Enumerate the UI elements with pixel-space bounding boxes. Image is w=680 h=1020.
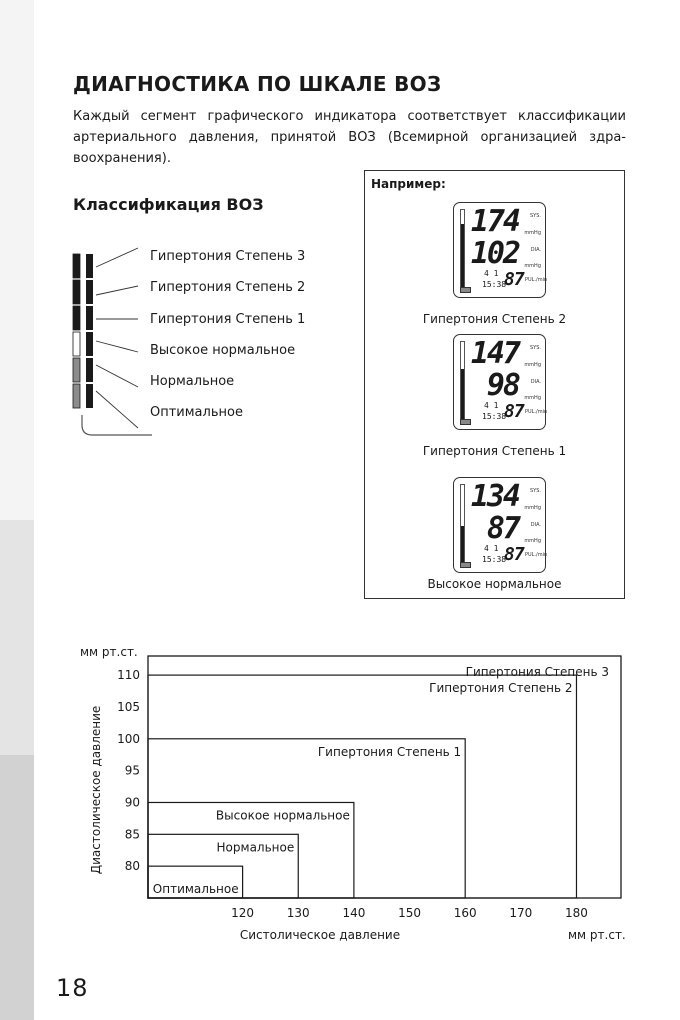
indicator-segment (86, 306, 93, 330)
pulse-unit: PUL./min (525, 409, 548, 415)
diastolic-value: 98 (486, 368, 519, 403)
y-tick-label: 100 (117, 731, 140, 746)
sys-unit: SYS. (530, 213, 541, 219)
indicator-segment (86, 384, 93, 408)
indicator-segment (73, 358, 80, 382)
class-label: Высокое нормальное (150, 343, 296, 358)
display-caption: Гипертония Степень 2 (422, 312, 567, 326)
bp-display (453, 202, 546, 298)
display-caption: Высокое нормальное (427, 577, 562, 591)
region-label: Гипертония Степень 2 (429, 681, 573, 696)
indicator-segment (86, 358, 93, 382)
class-label: Гипертония Степень 3 (150, 249, 306, 264)
example-title: Например: (371, 177, 446, 191)
indicator-segment (73, 306, 80, 330)
display-level-bar (460, 484, 465, 568)
display-level-bar (460, 209, 465, 293)
display-level-fill (461, 369, 464, 422)
page-title: ДИАГНОСТИКА ПО ШКАЛЕ ВОЗ (73, 72, 442, 96)
region-label: Высокое нормальное (215, 808, 350, 823)
systolic-value: 174 (470, 204, 519, 239)
x-tick-label: 120 (231, 906, 255, 920)
pulse-value: 87 (504, 269, 524, 290)
date-value: 4 1 (484, 544, 499, 553)
indicator-segment (86, 280, 93, 304)
indicator-segment (73, 384, 80, 408)
mmhg-unit: mmHg (524, 538, 541, 544)
region-label: Оптимальное (152, 882, 239, 896)
display-level-fill (461, 526, 464, 565)
y-tick-label: 95 (124, 763, 140, 778)
mmhg-unit: mmHg (524, 362, 541, 368)
date-value: 4 1 (484, 401, 499, 410)
who-classification-chart (0, 630, 680, 950)
pointer-line (96, 365, 138, 387)
indicator-segment (86, 332, 93, 356)
x-axis-label: Систолическое давление (239, 928, 401, 942)
x-unit-label: мм рт.ст. (568, 928, 626, 942)
region-box (148, 675, 576, 898)
pointer-line (96, 248, 138, 267)
example-box (364, 170, 625, 599)
pulse-unit: PUL./min (525, 552, 548, 558)
x-tick-label: 140 (342, 906, 366, 920)
display-level-bar (460, 341, 465, 425)
x-tick-label: 130 (286, 906, 310, 920)
indicator-segment (86, 254, 93, 278)
intro-paragraph: Каждый сегмент графического индикатора соответствует классификации артериального давления, принятой ВОЗ (Всемирной организацией здравоохранения). (73, 109, 626, 166)
display-caption: Гипертония Степень 1 (422, 444, 567, 458)
bp-display (453, 334, 546, 430)
time-value: 15:38 (482, 280, 507, 289)
y-axis-label: Диастолическое давление (89, 705, 103, 875)
date-value: 4 1 (484, 269, 499, 278)
sys-unit: SYS. (530, 488, 541, 494)
region-label: Нормальное (216, 840, 295, 855)
y-tick-label: 90 (124, 795, 140, 810)
dia-unit: DIA. (530, 379, 541, 385)
diastolic-value: 87 (486, 511, 519, 546)
region-label: Гипертония Степень 1 (317, 744, 462, 759)
time-value: 15:38 (482, 412, 507, 421)
classification-title: Классификация ВОЗ (73, 195, 264, 214)
dia-unit: DIA. (530, 247, 541, 253)
systolic-value: 147 (470, 336, 519, 371)
time-value: 15:38 (482, 555, 507, 564)
mmhg-unit: mmHg (524, 263, 541, 269)
indicator-segment (73, 280, 80, 304)
pointer-line (96, 341, 138, 352)
mmhg-unit: mmHg (524, 505, 541, 511)
pulse-value: 87 (504, 544, 524, 565)
pointer-line (96, 286, 138, 295)
battery-icon (460, 562, 471, 568)
systolic-value: 134 (470, 479, 519, 514)
indicator-bracket (82, 415, 152, 435)
x-tick-label: 170 (509, 906, 533, 920)
indicator-segment (73, 254, 80, 278)
battery-icon (460, 419, 471, 425)
region-label: Гипертония Степень 3 (465, 665, 609, 679)
bp-display (453, 477, 546, 573)
mmhg-unit: mmHg (524, 395, 541, 401)
y-tick-label: 110 (117, 668, 140, 683)
class-label: Оптимальное (150, 405, 243, 420)
display-level-fill (461, 224, 464, 290)
class-label: Гипертония Степень 2 (150, 280, 306, 295)
x-tick-label: 150 (398, 906, 421, 920)
dia-unit: DIA. (530, 522, 541, 528)
y-unit-label: мм рт.ст. (80, 645, 138, 659)
mmhg-unit: mmHg (524, 230, 541, 236)
pulse-value: 87 (504, 401, 524, 422)
battery-icon (460, 287, 471, 293)
indicator-segment (73, 332, 80, 356)
page-number: 18 (56, 974, 89, 1002)
diastolic-value: 102 (470, 236, 519, 271)
who-indicator-diagram (60, 240, 160, 450)
pulse-unit: PUL./min (525, 277, 548, 283)
sys-unit: SYS. (530, 345, 541, 351)
x-tick-label: 160 (453, 906, 477, 920)
x-tick-label: 180 (565, 906, 588, 920)
class-label: Гипертония Степень 1 (150, 312, 306, 327)
pointer-line (96, 391, 138, 428)
y-tick-label: 105 (117, 699, 140, 714)
y-tick-label: 80 (124, 859, 140, 874)
class-label: Нормальное (150, 374, 235, 389)
y-tick-label: 85 (124, 827, 140, 842)
